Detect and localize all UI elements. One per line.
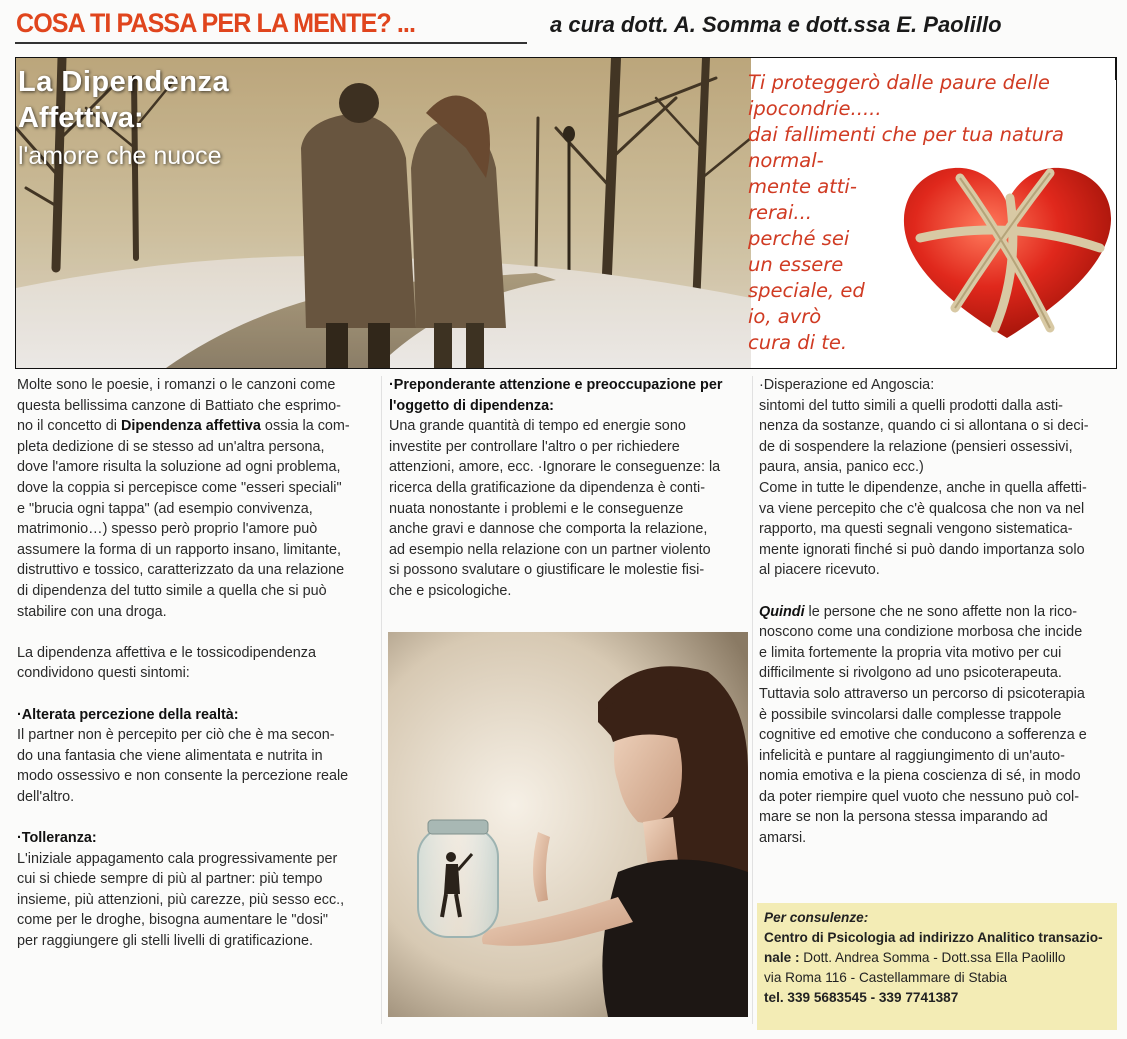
body-line: condividono questi sintomi: [17, 665, 190, 682]
contact-address: via Roma 116 - Castellammare di Stabia [764, 970, 1008, 985]
body-line: mare se non la persona stessa imparando ad [759, 809, 1048, 826]
body-line: La dipendenza affettiva e le tossicodipendenza [17, 644, 316, 661]
body-line: è possibile svincolarsi dalle complesse trappole [759, 706, 1062, 723]
subheading-preponderante: l'oggetto di dipendenza: [389, 397, 554, 414]
article-subtitle: l'amore che nuoce [18, 142, 222, 170]
body-line: questa bellissima canzone di Battiato che esprimo- [17, 397, 341, 414]
body-line: e "brucia ogni tappa" (ad esempio convivenza, [17, 500, 313, 517]
poem-line: ipocondrie..... [748, 97, 882, 120]
body-line: investite per controllare l'altro o per richiedere [389, 438, 680, 455]
body-line: Tuttavia solo attraverso un percorso di psicoterapia [759, 685, 1085, 702]
column-separator [752, 376, 753, 1024]
text-run: : [930, 377, 935, 393]
section-title: COSA TI PASSA PER LA MENTE? ... [16, 8, 415, 38]
text-run: ossia la com- [260, 418, 350, 435]
body-line: sintomi del tutto simili a quelli prodotti dalla asti- [759, 397, 1063, 414]
body-line: dove l'amore risulta la soluzione ad ogni problema, [17, 459, 341, 476]
body-line: paura, ansia, panico ecc.) [759, 459, 924, 476]
poem-line: un essere [748, 253, 844, 276]
body-line: rapporto, ma questi segnali vengono sistematica- [759, 521, 1073, 538]
roped-heart-icon [900, 158, 1115, 343]
body-line: Il partner non è percepito per ciò che è ma secon- [17, 727, 335, 744]
text-run: nale : [764, 950, 804, 965]
poem-line: mente atti- [748, 175, 857, 198]
body-line: ricerca della gratificazione da dipendenza è conti- [389, 479, 705, 496]
text-run: Dott. Andrea Somma - Dott.ssa Ella Paolillo [803, 950, 1066, 965]
poem-line: normal- [748, 149, 824, 172]
column-middle [389, 375, 749, 602]
body-line: matrimonio…) spesso però proprio l'amore può [17, 521, 318, 538]
poem-line: rerai... [748, 201, 812, 224]
body-line: va viene percepito che c'è qualcosa che non va nel [759, 500, 1085, 517]
contact-center-name: Centro di Psicologia ad indirizzo Analitico transazio- [764, 930, 1103, 945]
body-line: e limita fortemente la propria vita motivo per cui [759, 644, 1062, 661]
body-line: Una grande quantità di tempo ed energie sono [389, 418, 686, 435]
body-line: infelicità e puntare al raggiungimento di un'auto- [759, 747, 1065, 764]
body-line: che e psicologiche. [389, 582, 512, 599]
body-line: attenzioni, amore, ecc. ·Ignorare le conseguenze: la [389, 459, 721, 476]
contact-label: Per consulenze: [764, 910, 869, 925]
body-line: dell'altro. [17, 788, 75, 805]
poem-bracket [1112, 57, 1116, 80]
body-line: cui si chiede sempre di più al partner: più tempo [17, 871, 323, 888]
header-rule [15, 42, 527, 44]
poem-line: perché sei [748, 227, 850, 250]
body-line: come per le droghe, bisogna aumentare le "dosi" [17, 912, 329, 929]
body-line: da poter riempire quel vuoto che nessuno può col- [759, 788, 1079, 805]
contact-phone: tel. 339 5683545 - 339 7741387 [764, 990, 959, 1005]
body-line: difficilmente si rivolgono ad uno psicoterapeuta. [759, 665, 1062, 682]
poem-line: io, avrò [748, 305, 822, 328]
article-title-line2: Affettiva: [18, 102, 144, 134]
subheading-alterata: ·Alterata percezione della realtà: [17, 706, 239, 723]
body-line: pleta dedizione di se stesso ad un'altra persona, [17, 438, 325, 455]
body-line: nomia emotiva e la piena coscienza di sé, in modo [759, 768, 1081, 785]
column-right [759, 375, 1119, 849]
poem-line: dai fallimenti che per tua natura [748, 123, 1064, 146]
body-line: stabilire con una droga. [17, 603, 167, 620]
body-line [759, 602, 1119, 623]
subheading-tolleranza: ·Tolleranza: [17, 830, 97, 847]
body-line: nuata nonostante i problemi e le conseguenze [389, 500, 684, 517]
body-line: anche gravi e dannose che comporta la relazione, [389, 521, 708, 538]
body-line: ad esempio nella relazione con un partner violento [389, 541, 711, 558]
body-line: de di sospendere la relazione (pensieri ossessivi, [759, 438, 1073, 455]
body-line: di dipendenza del tutto simile a quella che si può [17, 582, 327, 599]
contact-doctors [764, 948, 1110, 968]
woman-with-jar-photo [388, 632, 748, 1017]
body-line: modo ossessivo e non consente la percezione reale [17, 768, 349, 785]
body-line: L'iniziale appagamento cala progressivamente per [17, 850, 338, 867]
body-line: amarsi. [759, 830, 807, 847]
poem-line: speciale, ed [748, 279, 865, 302]
key-term: Dipendenza affettiva [121, 418, 261, 435]
body-line: distruttivo e tossico, caratterizzato da una relazione [17, 562, 345, 579]
body-line [17, 416, 375, 437]
column-left [17, 375, 375, 952]
body-line: dove la coppia si percepisce come "esseri speciali" [17, 479, 342, 496]
body-line: Come in tutte le dipendenze, anche in quella affetti- [759, 479, 1087, 496]
article-title-line1: La Dipendenza [18, 66, 230, 98]
contact-box [757, 903, 1117, 1030]
text-run: no il concetto di [17, 418, 121, 435]
subheading-disperazione: ·Disperazione ed Angoscia [759, 377, 931, 393]
poem-line: cura di te. [748, 331, 848, 354]
column-separator [381, 376, 382, 1024]
body-line: cognitive ed emotive che conducono a sofferenza e [759, 727, 1087, 744]
body-line: nenza da sostanze, quando ci si allontana o si deci- [759, 418, 1089, 435]
body-line: insieme, più attenzioni, più carezze, più sesso ecc., [17, 891, 345, 908]
authors-byline: a cura dott. A. Somma e dott.ssa E. Paolillo [550, 12, 1002, 37]
body-line: assumere la forma di un rapporto insano, limitante, [17, 541, 341, 558]
body-line: per raggiungere gli stelli livelli di gratificazione. [17, 933, 313, 950]
body-line: Molte sono le poesie, i romanzi o le canzoni come [17, 377, 336, 393]
body-line: do una fantasia che viene alimentata e nutrita in [17, 747, 323, 764]
body-line: noscono come una condizione morbosa che incide [759, 624, 1083, 641]
key-term: Quindi [759, 603, 805, 620]
body-line: mente ignorati finché si può dando importanza solo [759, 541, 1085, 558]
subheading-preponderante: ·Preponderante attenzione e preoccupazione per [389, 377, 723, 393]
text-run: le persone che ne sono affette non la rico- [804, 603, 1078, 620]
poem-line: Ti proteggerò dalle paure delle [748, 71, 1050, 94]
body-line: al piacere ricevuto. [759, 562, 880, 579]
body-line: si possono svalutare o giustificare le molestie fisi- [389, 562, 705, 579]
